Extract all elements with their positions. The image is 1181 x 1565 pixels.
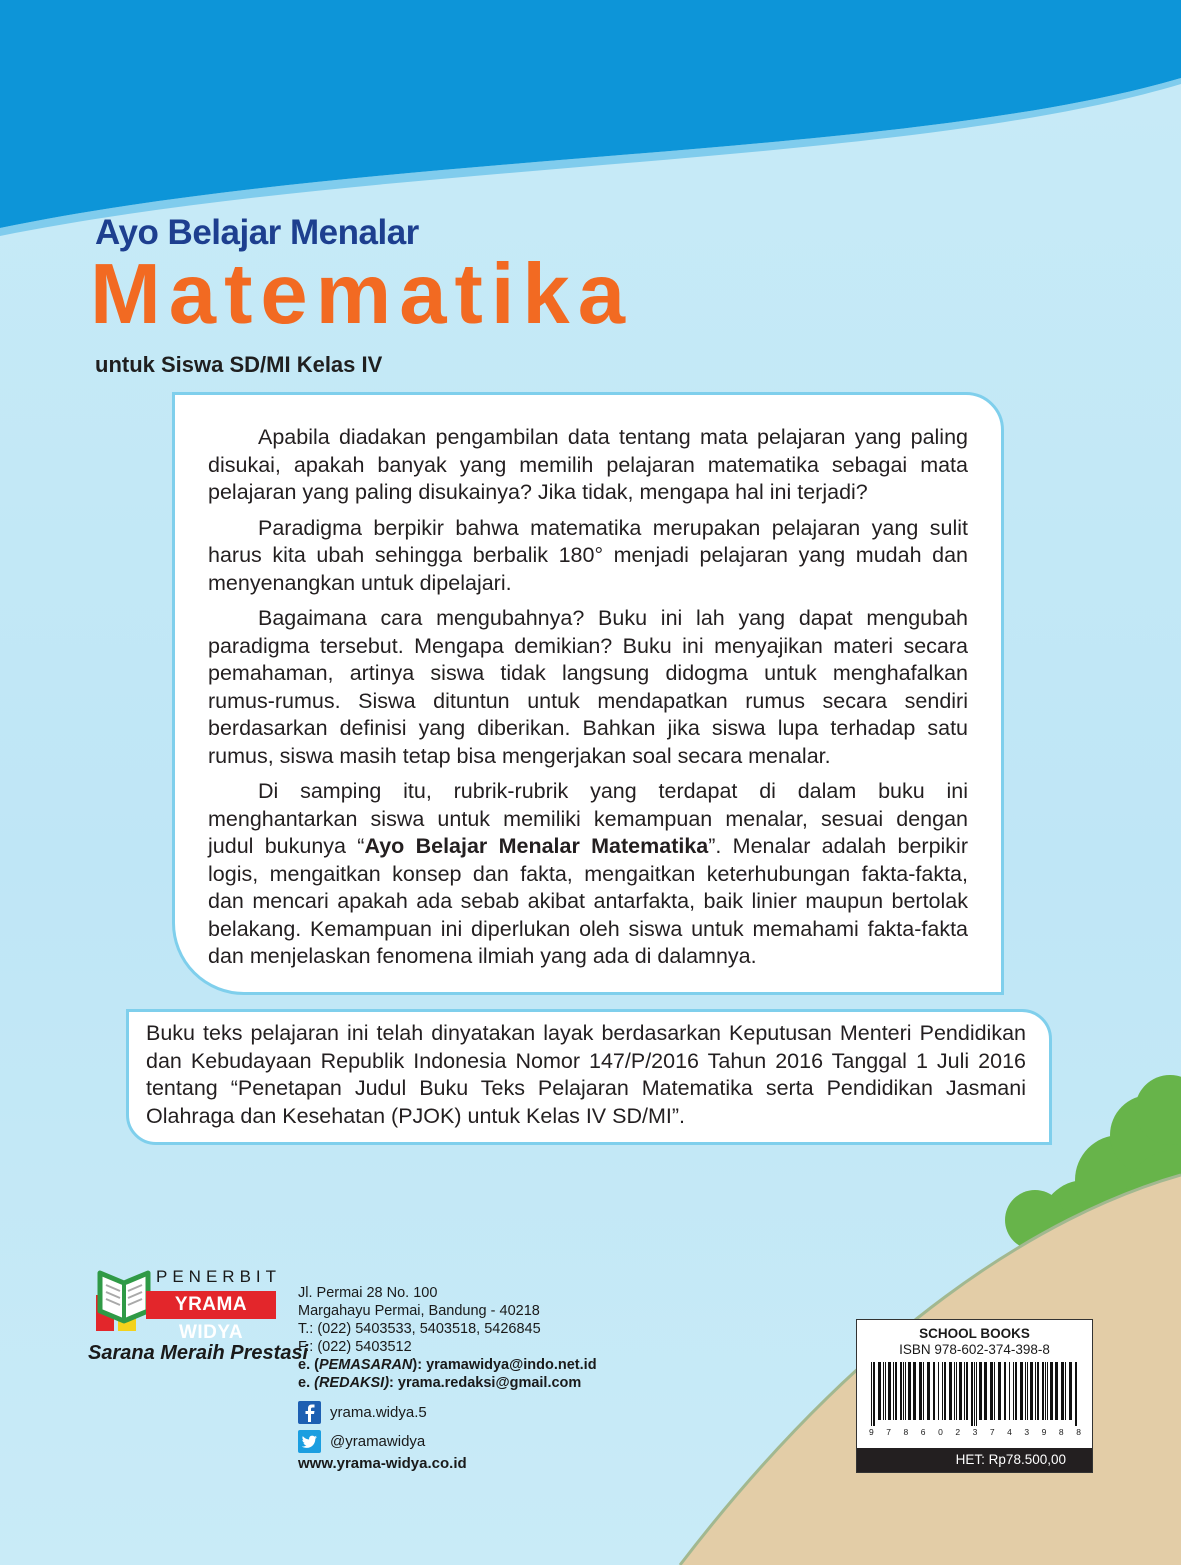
fax-line: F.: (022) 5403512	[298, 1339, 412, 1355]
publisher-logo	[88, 1265, 309, 1405]
email-marketing	[298, 1356, 597, 1374]
barcode-bar	[927, 1362, 930, 1420]
barcode-digit: 8	[1076, 1427, 1081, 1437]
sky-swoosh	[0, 0, 1181, 228]
barcode-bar	[1035, 1362, 1036, 1420]
barcode-digit: 3	[1024, 1427, 1030, 1437]
barcode-bar	[1030, 1362, 1033, 1420]
barcode-bar	[984, 1362, 987, 1420]
barcode-bar	[1037, 1362, 1039, 1420]
barcode-bar	[966, 1362, 968, 1420]
blurb-p4-after: ”. Menalar adalah berpikir logis, mengaitkan konsep dan fakta, mengaitkan keterhubungan fakta-fakta, dan mencari apakah ada sebab akibat antarfakta, baik linier maupun bertolak belakang. Kemampuan ini diperlukan oleh siswa untuk memahami fakta-fakta dan menjelaskan fenomena ilmiah yang ada di dalamnya.	[208, 834, 968, 968]
barcode-digit: 7	[989, 1427, 995, 1437]
barcode-bar	[888, 1362, 891, 1420]
barcode-box	[856, 1319, 1093, 1473]
barcode-bar	[919, 1362, 922, 1420]
barcode-bar	[873, 1362, 875, 1426]
barcode-bar	[1025, 1362, 1026, 1420]
series-title: Ayo Belajar Menalar	[95, 213, 419, 252]
email-marketing-prefix: e. (	[298, 1357, 319, 1373]
email-editorial-label: (REDAKSI)	[314, 1375, 390, 1391]
barcode-bar	[964, 1362, 965, 1420]
main-title: Matematika	[90, 247, 633, 342]
barcode-bar	[893, 1362, 894, 1420]
barcode-digit: 8	[903, 1427, 909, 1437]
publisher-address	[298, 1284, 597, 1392]
barcode-bar	[990, 1362, 993, 1420]
barcode-digit: 2	[955, 1427, 961, 1437]
barcode-digit: 9	[869, 1427, 874, 1437]
barcode-bar	[959, 1362, 962, 1420]
twitter-icon	[298, 1430, 321, 1453]
address-line-2: Margahayu Permai, Bandung - 40218	[298, 1303, 540, 1319]
sub-title: untuk Siswa SD/MI Kelas IV	[95, 352, 383, 377]
barcode-bar	[1004, 1362, 1006, 1420]
barcode-digit: 3	[972, 1427, 978, 1437]
barcode-bar	[1047, 1362, 1048, 1420]
barcode-bar	[883, 1362, 884, 1420]
twitter-handle: @yramawidya	[330, 1432, 426, 1450]
barcode-digit: 4	[1007, 1427, 1012, 1437]
email-editorial	[298, 1374, 597, 1392]
isbn: ISBN 978-602-374-398-8	[899, 1342, 1050, 1357]
barcode-bar	[1042, 1362, 1044, 1420]
twitter-row	[298, 1429, 425, 1453]
barcode-bar	[908, 1362, 911, 1420]
barcode-bar	[913, 1362, 916, 1420]
barcode-bar	[1015, 1362, 1017, 1420]
logo-publisher-name: YRAMA WIDYA	[146, 1291, 276, 1319]
barcode-bar	[871, 1362, 872, 1426]
phone-line: T.: (022) 5403533, 5403518, 5426845	[298, 1321, 541, 1337]
barcode-digit: 7	[886, 1427, 891, 1437]
barcode-bar	[1055, 1362, 1058, 1420]
barcode-digit: 0	[938, 1427, 943, 1437]
price-label: HET: Rp78.500,00	[857, 1448, 1092, 1472]
barcode-bar	[933, 1362, 935, 1420]
barcode-bar	[949, 1362, 952, 1420]
email-editorial-value: : yrama.redaksi@gmail.com	[389, 1375, 582, 1391]
barcode-bar	[1065, 1362, 1066, 1420]
barcode-bar	[923, 1362, 924, 1420]
barcode-bar	[938, 1362, 939, 1420]
blurb-paragraph-1: Apabila diadakan pengambilan data tentang mata pelajaran yang paling disukai, apakah banyak yang memilih pelajaran matematika sebagai mata pelajaran yang paling disukainya? Jika tidak, mengapa hal ini terjadi?	[208, 425, 968, 504]
barcode-digit: 6	[920, 1427, 926, 1437]
logo-tagline: Sarana Meraih Prestasi	[88, 1342, 309, 1364]
barcode-bar	[998, 1362, 1001, 1420]
facebook-handle: yrama.widya.5	[330, 1403, 427, 1421]
barcode-bar	[944, 1362, 946, 1420]
barcode-bar	[885, 1362, 886, 1420]
barcode-bar	[900, 1362, 902, 1420]
barcode-bar	[956, 1362, 957, 1420]
barcode-bar	[1027, 1362, 1028, 1420]
barcode-bar	[974, 1362, 975, 1426]
barcode-bar	[1009, 1362, 1010, 1420]
barcode-bar	[994, 1362, 995, 1420]
email-marketing-value: ): yramawidya@indo.net.id	[412, 1357, 597, 1373]
blurb-p4-book-title: Ayo Belajar Menalar Matematika	[364, 834, 709, 858]
facebook-icon	[298, 1401, 321, 1424]
barcode-bar	[979, 1362, 982, 1420]
barcode-bar	[1061, 1362, 1064, 1420]
barcode-bar	[1020, 1362, 1023, 1420]
barcode-bar	[1075, 1362, 1077, 1426]
barcode-bar	[1045, 1362, 1046, 1420]
barcode-digit: 9	[1041, 1427, 1047, 1437]
barcode-bar	[942, 1362, 943, 1420]
blurb-paragraph-2: Paradigma berpikir bahwa matematika merupakan pelajaran yang sulit harus kita ubah sehingga berbalik 180° menjadi pelajaran yang mudah dan menyenangkan untuk dipelajari.	[208, 515, 968, 595]
barcode-bar	[971, 1362, 973, 1426]
email-marketing-label: PEMASARAN	[318, 1357, 413, 1373]
barcode-bar	[905, 1362, 906, 1420]
barcode-bar	[1013, 1362, 1014, 1420]
barcode-bar	[954, 1362, 955, 1420]
barcode-bar	[895, 1362, 897, 1420]
logo-penerbit-label: PENERBIT	[156, 1267, 282, 1286]
barcode-digit: 8	[1058, 1427, 1064, 1437]
barcode-bar	[903, 1362, 904, 1420]
barcode-digits	[869, 1427, 1081, 1437]
blurb-paragraph-3: Bagaimana cara mengubahnya? Buku ini lah yang dapat mengubah paradigma tersebut. Mengapa demikian? Buku ini menyajikan materi secara pemahaman, artinya siswa tidak langsung didogma untuk menghafalkan rumus-rumus. Siswa dituntun untuk mendapatkan rumus secara sendiri berdasarkan definisi yang diberikan. Bahkan jika siswa lupa terhadap satu rumus, siswa masih tetap bisa mengerjakan soal secara menalar.	[208, 606, 968, 768]
blurb-p4-before: Di samping itu, rubrik-rubrik yang terdapat di dalam buku ini menghantarkan siswa untuk memiliki kemampuan menalar, sesuai dengan judul bukunya “	[208, 779, 968, 858]
barcode-bar	[1069, 1362, 1072, 1420]
barcode	[869, 1362, 1081, 1426]
website: www.yrama-widya.co.id	[298, 1455, 467, 1472]
blurb-paragraph-4	[208, 778, 968, 971]
barcode-bar	[878, 1362, 881, 1420]
blurb-text	[208, 424, 968, 979]
approval-note-text: Buku teks pelajaran ini telah dinyatakan layak berdasarkan Keputusan Menteri Pendidikan dan Kebudayaan Republik Indonesia Nomor 147/P/2016 Tahun 2016 Tanggal 1 Juli 2016 tentang “Penetapan Judul Buku Teks Pelajaran Matematika serta Pendidikan Jasmani Olahraga dan Kesehatan (PJOK) untuk Kelas IV SD/MI”.	[146, 1021, 1026, 1128]
barcode-category: SCHOOL BOOKS	[919, 1326, 1030, 1341]
address-line-1: Jl. Permai 28 No. 100	[298, 1285, 438, 1301]
email-editorial-prefix: e.	[298, 1375, 315, 1391]
barcode-bar	[1050, 1362, 1053, 1420]
barcode-bar	[976, 1362, 977, 1426]
facebook-row	[298, 1400, 427, 1424]
